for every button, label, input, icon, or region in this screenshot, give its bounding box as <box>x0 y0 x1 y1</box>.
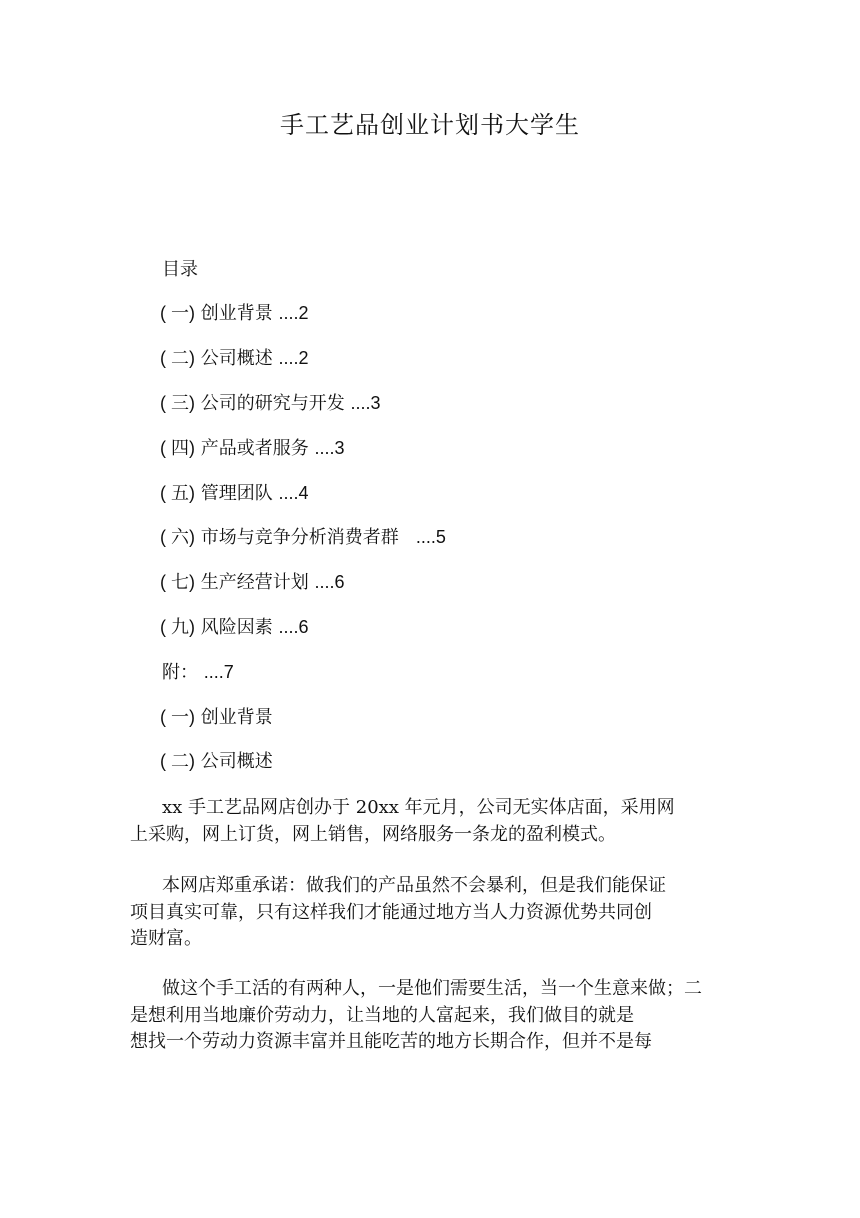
toc-item-page: ....4 <box>278 483 309 503</box>
toc-item-label: 公司的研究与开发 <box>200 393 345 414</box>
toc-item-page: ....5 <box>415 527 446 547</box>
section-label: 创业背景 <box>200 707 273 728</box>
toc-item-number: ( 六) <box>160 527 195 547</box>
toc-item-label: 公司概述 <box>200 348 273 369</box>
toc-item <box>160 435 344 462</box>
toc-appendix-page: ....7 <box>203 662 234 682</box>
paragraph-company-intro <box>130 795 740 848</box>
toc-item <box>160 480 308 507</box>
section-number: ( 二) <box>160 751 195 771</box>
toc-item <box>160 614 308 641</box>
toc-item-label: 生产经营计划 <box>200 572 309 593</box>
section-heading <box>160 704 273 731</box>
toc-item-page: ....3 <box>350 393 381 413</box>
paragraph-line: 想找一个劳动力资源丰富并且能吃苦的地方长期合作，但并不是每 <box>130 1031 652 1052</box>
toc-item-label: 产品或者服务 <box>200 438 309 459</box>
paragraph-line: 项目真实可靠，只有这样我们才能通过地方当人力资源优势共同创 <box>130 901 652 923</box>
section-number: ( 一) <box>160 707 195 727</box>
toc-item <box>160 300 308 327</box>
toc-item-number: ( 一) <box>160 303 195 323</box>
section-heading <box>160 748 273 775</box>
toc-item <box>160 390 380 417</box>
paragraph-workers <box>130 976 740 1056</box>
paragraph-line: 是想利用当地廉价劳动力，让当地的人富起来，我们做目的就是 <box>130 1004 634 1026</box>
document-title: 手工艺品创业计划书大学生 <box>280 111 580 139</box>
toc-item-number: ( 七) <box>160 572 195 592</box>
toc-item-page: ....2 <box>278 348 309 368</box>
paragraph-commitment <box>130 873 740 953</box>
toc-item-page: ....3 <box>314 438 345 458</box>
toc-item <box>160 345 308 372</box>
paragraph-line: 做这个手工活的有两种人，一是他们需要生活，当一个生意来做；二 <box>162 978 702 999</box>
toc-item <box>160 524 446 551</box>
paragraph-line: 本网店郑重承诺：做我们的产品虽然不会暴利，但是我们能保证 <box>162 875 666 896</box>
toc-item-page: ....2 <box>278 303 309 323</box>
toc-item-label: 风险因素 <box>200 617 273 638</box>
toc-appendix-label: 附： <box>162 662 198 683</box>
toc-item <box>160 569 344 596</box>
toc-item-label: 市场与竞争分析消费者群 <box>200 527 399 548</box>
toc-item-number: ( 三) <box>160 393 195 413</box>
toc-item-number: ( 九) <box>160 617 195 637</box>
section-label: 公司概述 <box>200 751 273 772</box>
paragraph-line: 造财富。 <box>130 928 202 949</box>
toc-item-number: ( 二) <box>160 348 195 368</box>
toc-heading: 目录 <box>162 259 198 280</box>
paragraph-line: xx 手工艺品网店创办于 20xx 年元月，公司无实体店面，采用网 <box>162 797 675 818</box>
toc-item-page: ....6 <box>314 572 345 592</box>
toc-item-number: ( 四) <box>160 438 195 458</box>
paragraph-line: 上采购，网上订货，网上销售，网络服务一条龙的盈利模式。 <box>130 823 616 845</box>
toc-item-number: ( 五) <box>160 483 195 503</box>
toc-item-label: 管理团队 <box>200 483 273 504</box>
toc-appendix <box>162 659 234 686</box>
toc-item-page: ....6 <box>278 617 309 637</box>
toc-item-label: 创业背景 <box>200 303 273 324</box>
